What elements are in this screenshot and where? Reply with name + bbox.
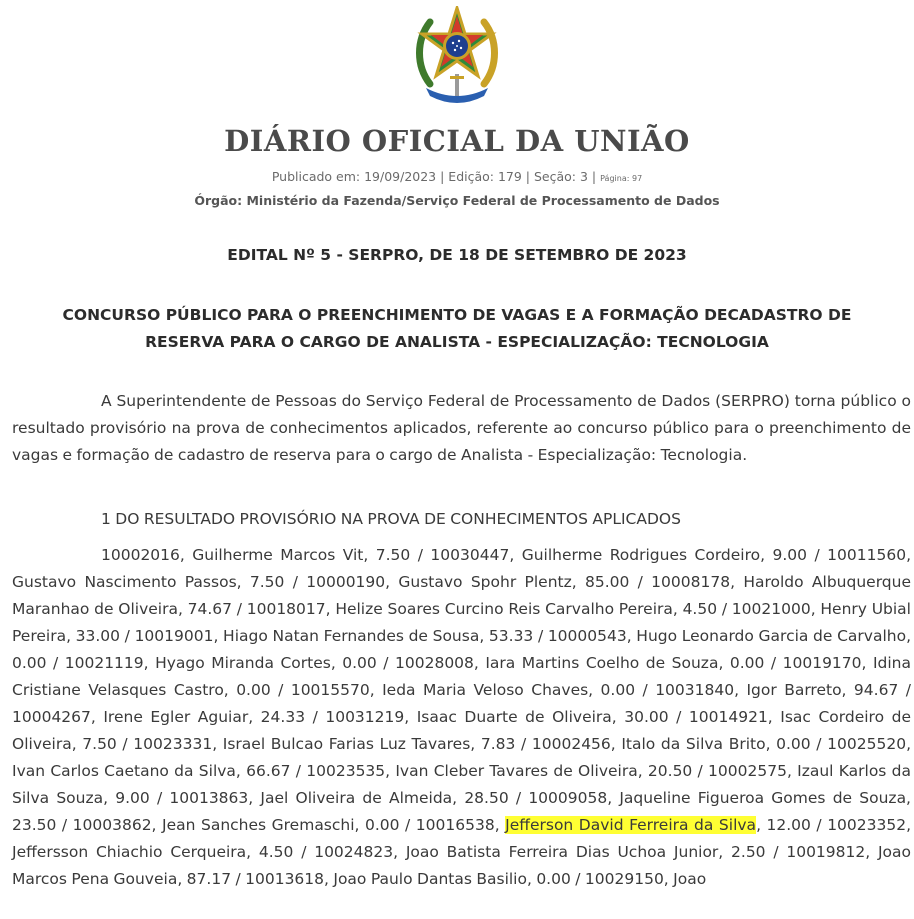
- highlighted-name[interactable]: Jefferson David Ferreira da Silva: [505, 816, 757, 834]
- issuing-organ: Órgão: Ministério da Fazenda/Serviço Federal de Processamento de Dados: [194, 193, 720, 208]
- masthead-title: DIÁRIO OFICIAL DA UNIÃO: [224, 124, 690, 158]
- results-text-after: , 12.00 / 10023352, Jeffersson Chiachio Cerqueira, 4.50 / 10024823, Joao Batista Ferreira Dias Uchoa Junior, 2.50 / 10019812, Joao Marcos Pena Gouveia, 87.17 / 10013618, Joao Paulo Dantas Basilio, 0.00 / 10029150, Joao: [12, 816, 912, 888]
- results-text-before: 10002016, Guilherme Marcos Vit, 7.50 / 10030447, Guilherme Rodrigues Cordeiro, 9.00 / 10011560, Gustavo Nascimento Passos, 7.50 / 10000190, Gustavo Spohr Plentz, 85.00 / 10008178, Haroldo Albuquerque Maranhao de Oliveira, 74.67 / 10018017, Helize Soares Curcino Reis Carvalho Pereira, 4.50 / 10021000, Henry Ubial Pereira, 33.00 / 10019001, Hiago Natan Fernandes de Sousa, 53.33 / 10000543, Hugo Leonardo Garcia de Carvalho, 0.00 / 10021119, Hyago Miranda Cortes, 0.00 / 10028008, Iara Martins Coelho de Souza, 0.00 / 10019170, Idina Cristiane Velasques Castro, 0.00 / 10015570, Ieda Maria Veloso Chaves, 0.00 / 10031840, Igor Barreto, 94.67 / 10004267, Irene Egler Aguiar, 24.33 / 10031219, Isaac Duarte de Oliveira, 30.00 / 10014921, Isac Cordeiro de Oliveira, 7.50 / 10023331, Israel Bulcao Farias Luz Tavares, 7.83 / 10002456, Italo da Silva Brito, 0.00 / 10025520, Ivan Carlos Caetano da Silva, 66.67 / 10023535, Ivan Cleber Tavares de Oliveira, 20.50 / 10002575, Izaul Karlos da Silva Souza, 9.00 / 10013863, Jael Oliveira de Almeida, 28.50 / 10009058, Jaqueline Figueroa Gomes de Souza, 23.50 / 10003862, Jean Sanches Gremaschi, 0.00 / 10016538,: [12, 546, 911, 834]
- page-number: Página: 97: [600, 174, 643, 183]
- section-heading: 1 DO RESULTADO PROVISÓRIO NA PROVA DE CONHECIMENTOS APLICADOS: [101, 510, 681, 528]
- intro-paragraph: A Superintendente de Pessoas do Serviço Federal de Processamento de Dados (SERPRO) torna público o resultado provisório na prova de conhecimentos aplicados, referente ao concurso público para o preenchimento de vagas e formação de cadastro de reserva para o cargo de Analista - Especialização: Tecnologia.: [12, 392, 911, 464]
- publication-details: Publicado em: 19/09/2023 | Edição: 179 | Seção: 3 |: [271, 169, 597, 184]
- coat-of-arms-icon: [412, 6, 502, 106]
- document-subtitle: CONCURSO PÚBLICO PARA O PREENCHIMENTO DE VAGAS E A FORMAÇÃO DECADASTRO DE RESERVA PARA O CARGO DE ANALISTA - ESPECIALIZAÇÃO: TECNOLOGIA: [62, 306, 852, 351]
- edital-title: EDITAL Nº 5 - SERPRO, DE 18 DE SETEMBRO DE 2023: [227, 246, 687, 264]
- publication-info: [0, 169, 914, 184]
- results-paragraph: [12, 542, 911, 893]
